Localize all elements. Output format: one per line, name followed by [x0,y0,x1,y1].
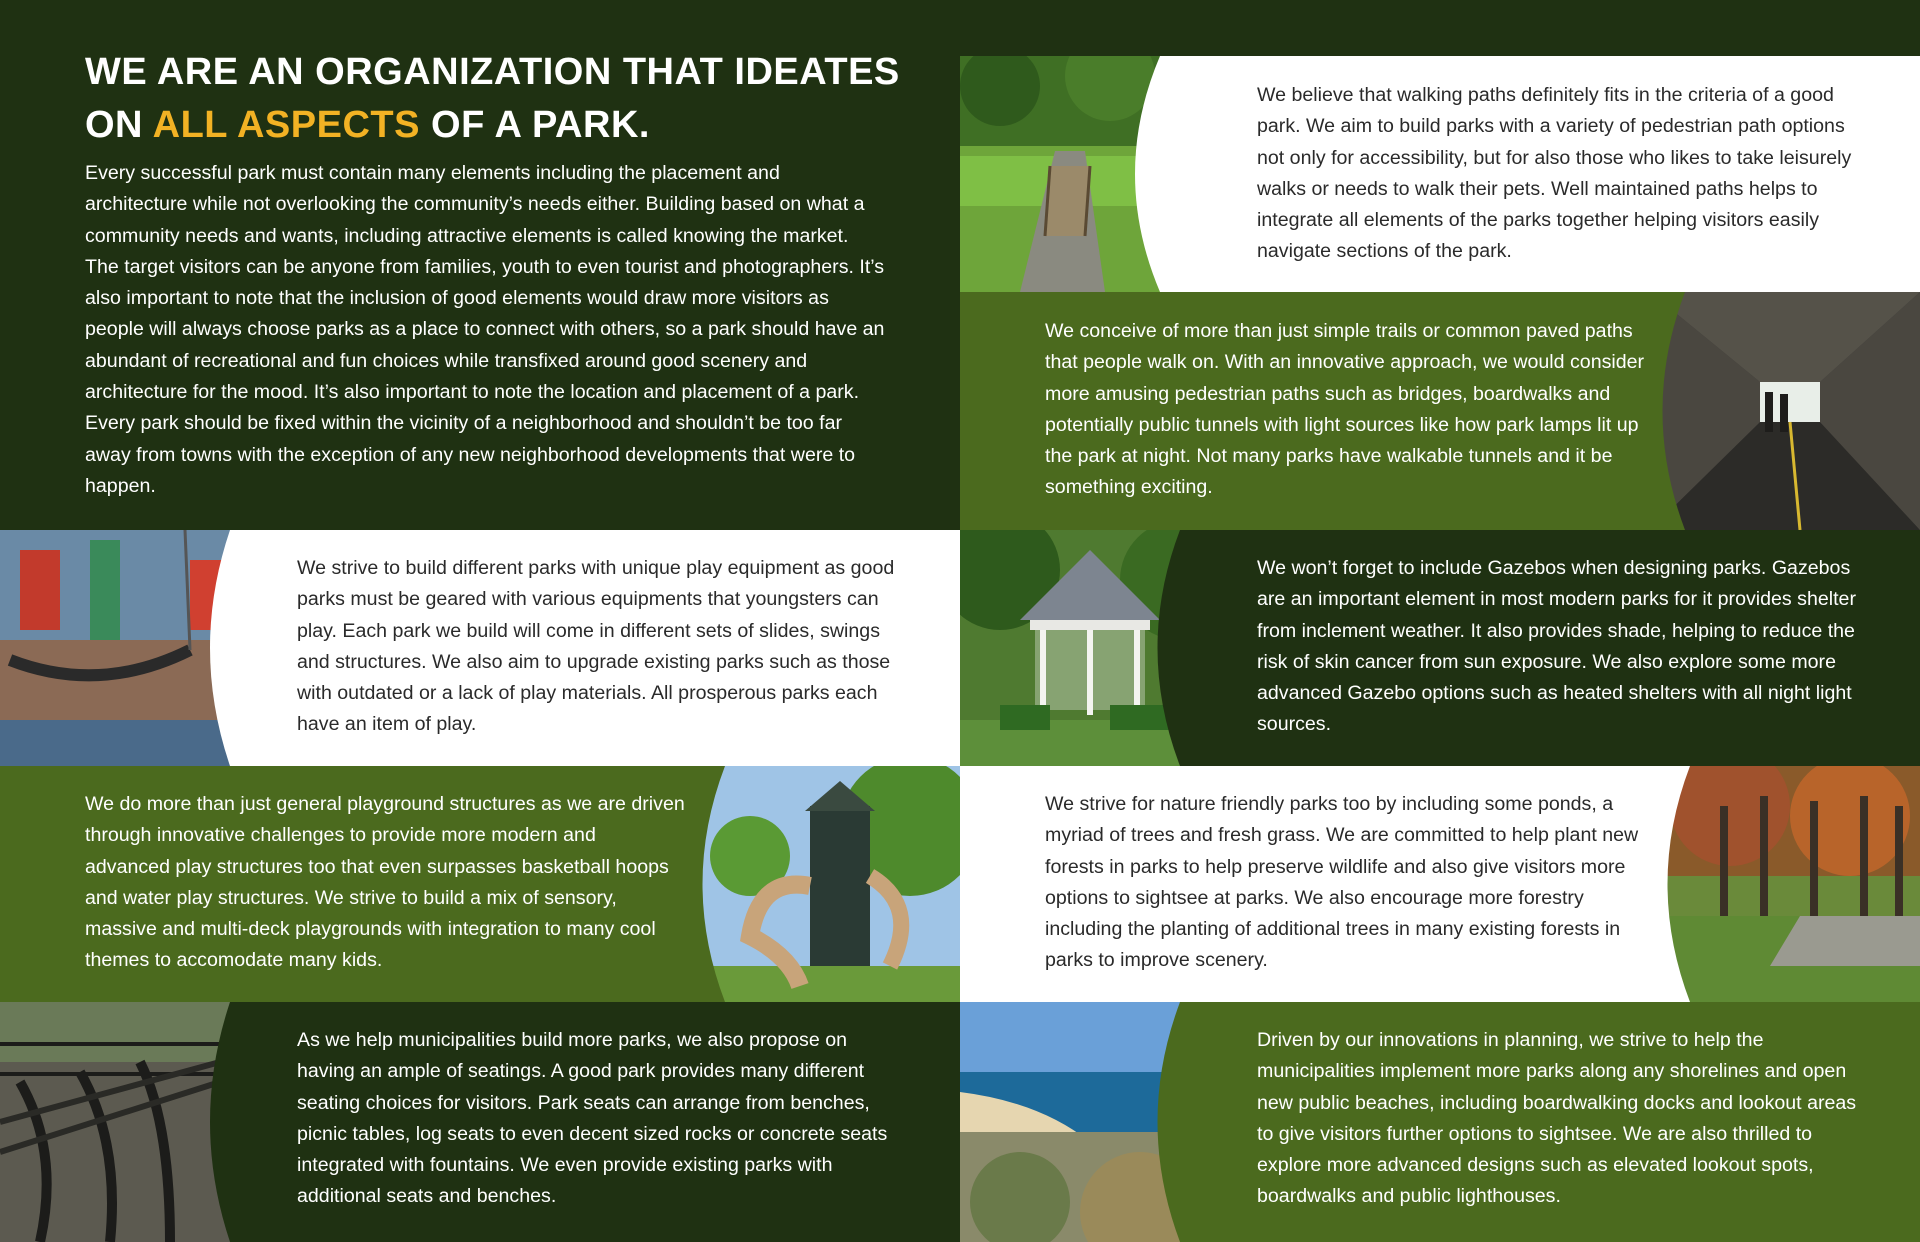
tunnels-panel [960,292,1920,530]
beach-photo [960,1002,1220,1242]
play-equipment-panel [0,530,960,766]
walking-paths-panel [960,56,1920,292]
page-title [85,46,905,152]
play-equipment-text: We strive to build different parks with unique play equipment as good parks must be geared with various equipments that youngsters can play. Each park we build will come in different sets of slides, swings and structures. We also aim to upgrade existing parks such as those with outdated or a lack of play materials. All prosperous parks each have an item of play. [297,557,895,736]
playground-photo [690,766,960,1002]
seating-text: As we help municipalities build more parks, we also propose on having an ample of seatings. A good park provides many different seating choices for visitors. Park seats can arrange from benches, picnic tables, log seats to even decent sized rocks or concrete seats integrated with fountains. We even provide existing parks with additional seats and benches. [297,1029,888,1208]
title-line-1: WE ARE AN ORGANIZATION THAT IDEATES [85,51,900,93]
swing-photo [0,530,275,766]
nature-text: We strive for nature friendly parks too by including some ponds, a myriad of trees and fresh grass. We are committed to help plant new forests in parks to help preserve wildlife and also give visitors more options to sightsee at parks. We also encourage more forestry including the planting of additional trees in many existing forests in parks to improve scenery. [1045,793,1639,972]
playground-text: We do more than just general playground structures as we are driven through innovative challenges to provide more modern and advanced play structures too that even surpasses basketball hoops and water play structures. We strive to build a mix of sensory, massive and multi-deck playgrounds with integration to many cool themes to accomodate many kids. [85,793,685,972]
beaches-text: Driven by our innovations in planning, we strive to help the municipalities implement more parks along any shorelines and open new public beaches, including boardwalking docks and lookout areas to give visitors further options to sightsee. We are also thrilled to explore more advanced designs such as elevated lookout spots, boardwalks and public lighthouses. [1257,1029,1857,1208]
gazebos-panel [960,530,1920,766]
intro-panel [0,0,960,530]
playground-panel [0,766,960,1002]
walking-paths-text: We believe that walking paths definitely fits in the criteria of a good park. We aim to build parks with a variety of pedestrian path options not only for accessibility, but for also those who likes to take leisurely walks or needs to walk their pets. Well maintained paths helps to integrate all elements of the parks together helping visitors easily navigate sections of the park. [1257,84,1852,263]
seating-panel [0,1002,960,1242]
intro-paragraph: Every successful park must contain many elements including the placement and architecture while not overlooking the community’s needs either. Building based on what a community needs and wants, including attractive elements is called knowing the market. The target visitors can be anyone from families, youth to even tourist and photographers. It’s also important to note that the inclusion of good elements would draw more visitors as people will always choose parks as a place to connect with others, so a park should have an abundant of recreational and fun choices while transfixed around good scenery and architecture for the mood. It’s also important to note the location and placement of a park. Every park should be fixed within the vicinity of a neighborhood and shouldn’t be too far away from towns with the exception of any new neighborhood developments that were to happen. [85,162,885,497]
tunnel-photo [1650,292,1920,530]
walking-path-photo [960,56,1220,292]
bench-photo [0,1002,275,1242]
gazebos-text: We won’t forget to include Gazebos when designing parks. Gazebos are an important element in most modern parks for it provides shelter from inclement weather. It also provides shade, helping to reduce the risk of skin cancer from sun exposure. We also explore some more advanced Gazebo options such as heated shelters with all night light sources. [1257,557,1856,736]
beaches-panel [960,1002,1920,1242]
forest-photo [1650,766,1920,1002]
nature-panel [960,766,1920,1002]
title-highlight: ALL ASPECTS [152,104,420,146]
title-on: ON [85,104,153,146]
tunnels-text: We conceive of more than just simple trails or common paved paths that people walk on. With an innovative approach, we would consider more amusing pedestrian paths such as bridges, boardwalks and potentially public tunnels with light sources like how park lamps lit up the park at night. Not many parks have walkable tunnels and it be something exciting. [1045,320,1645,499]
gazebo-photo [960,530,1220,766]
title-rest: OF A PARK. [419,104,650,146]
